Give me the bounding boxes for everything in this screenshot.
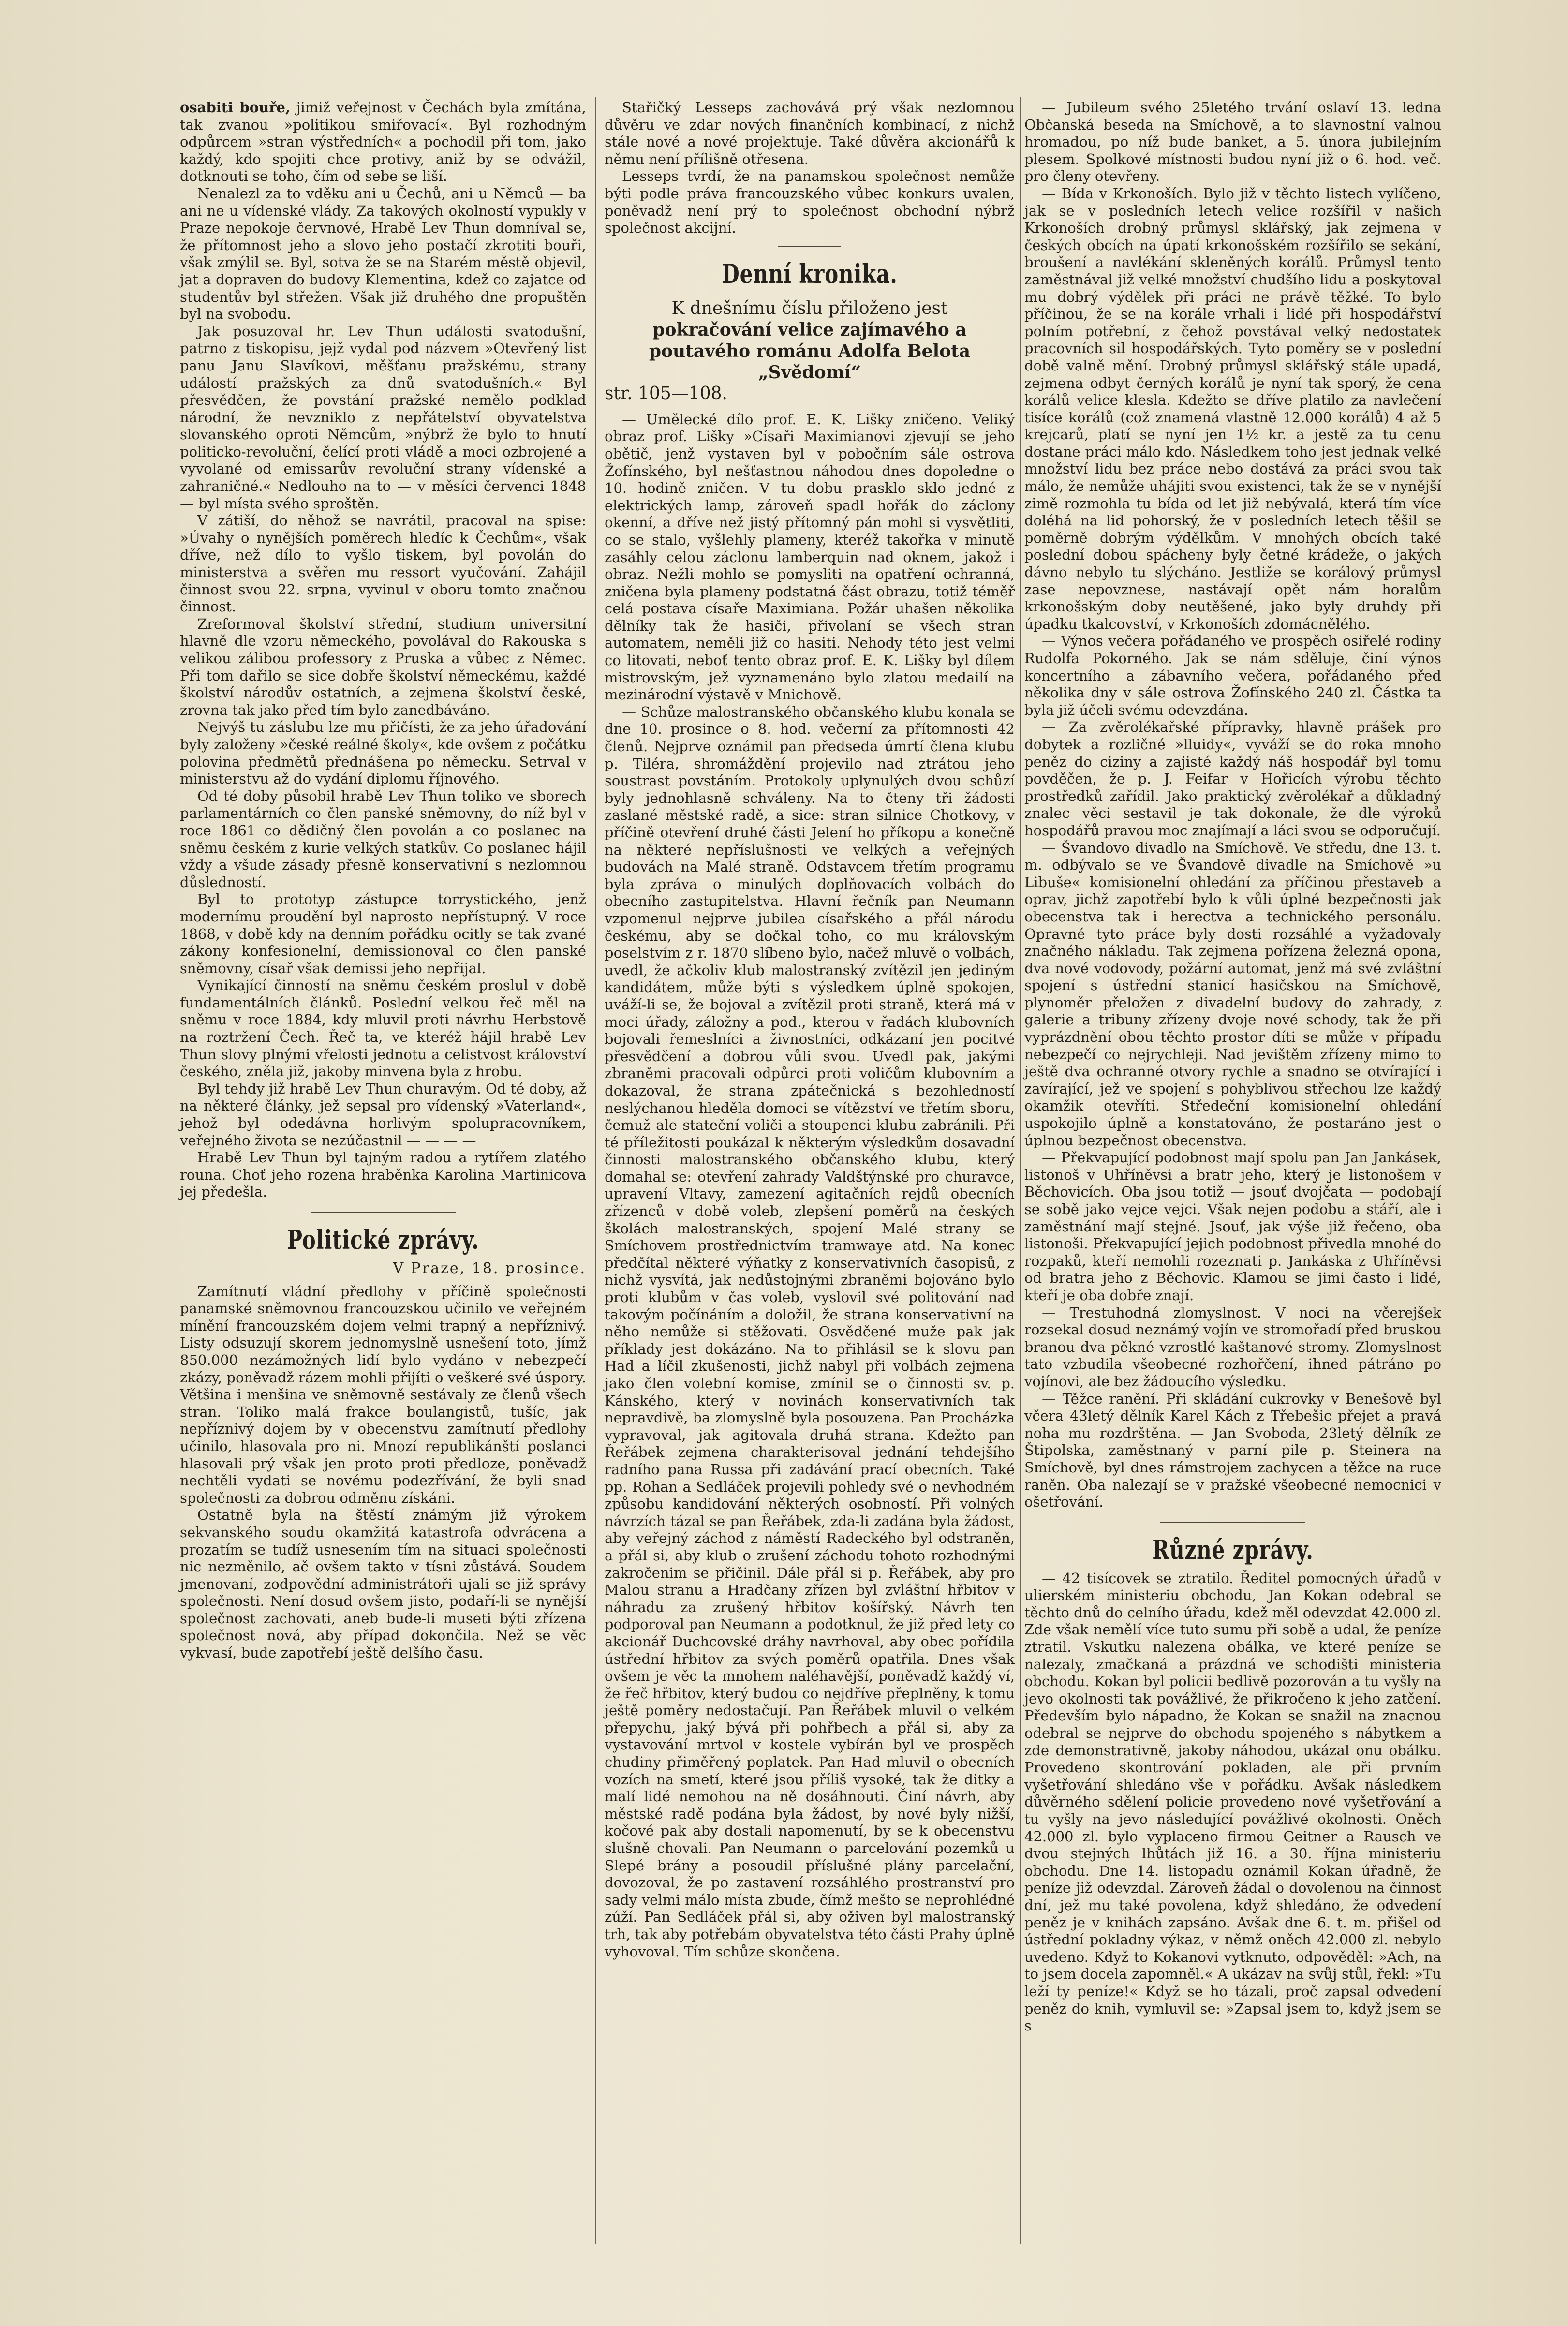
article-paragraph: Byl to prototyp zástupce torrystického, jenž modernímu proudění byl naprosto nepřístupný. V roce 1868, v době kdy na denním pořádku ocitly se tak zvané zákony konfesionelní, demissionoval co člen panské sněmovny, císař však demissi jeho nepřijal.	[180, 891, 586, 977]
news-item: — Bída v Krkonoších. Bylo již v těchto listech vylíčeno, jak se v posledních letech velice rozšířil v našich Krkonoších drobný průmysl sklářský, jak zejmena v českých obcích na úpatí krkonošském rozšířilo se sekání, broušení a navlékání skleněných korálů. Průmysl tento zaměstnával již velké množství chudšího lidu a poskytoval mu dobrý výdělek při práci ne právě těžké. To bylo příčinou, že se na korále vrhali i lidé při hospodářství polním potřební, z čehož povstával velký nedostatek pracovních sil hospodářských. Tyto poměry se v poslední době valně mění. Drobný průmysl sklářský stále upadá, zejmena odbyt černých korálů je nyní tak sporý, že cena korálů velice klesla. Kdežto se dříve platilo za navlečení tisíce korálů (což znamená vlastně 12.000 korálů) 4 až 5 krejcarů, platí se nyní jen 1½ kr. a jestě za tu cenu dostane práci málo kdo. Následkem toho jest jednak velké množství lidu bez práce nebo dostává za práci svou tak málo, že nemůže uhájiti svou existenci, tak že se v nynější zimě rozmohla tu bída od let již nebývalá, která tím více doléhá na lid pohorský, že v posledních letech těšil se poměrně dobrým výdělkům. V mnohých obcích také poslední dobou spácheny byly četné krádeže, o jakých dávno nebylo tu slýcháno. Jestliže se korálový průmysl zase nepovznese, nastávají opět nám horalům krkonošským doby neutěšené, jako byly druhdy při úpadku tkalcovství, v Krkonoších zdomácnělého.	[1024, 185, 1441, 632]
news-item: — Těžce ranění. Při skládání cukrovky v Benešově byl včera 43letý dělník Karel Kách z Třebešic přejet a pravá noha mu rozdrštěna. — Jan Svoboda, 23letý dělník ze Štipolska, zaměstnaný v parní pile p. Steinera na Smíchově, byl dnes rámstrojem zachycen a těžce na ruce raněn. Oba nalezají se v pražské všeobecné nemocnici v ošetřování.	[1024, 1390, 1441, 1511]
dateline	[180, 1260, 586, 1277]
article-paragraph: Vynikající činností na sněmu českém proslul v době fundamentálních článků. Poslední velkou řeč měl na sněmu v roce 1884, kdy mluvil proti návrhu Herbstově na roztržení Čech. Řeč ta, ve kteréž hájil hrabě Lev Thun slovy plnými vřelosti jednotu a celistvost království českého, zněla již, jakoby minvena byla z hrobu.	[180, 977, 586, 1080]
column-2	[605, 99, 1015, 1960]
dateline-city: V Praze,	[393, 1260, 466, 1277]
news-item: — Schůze malostranského občanského klubu konala se dne 10. prosince o 8. hod. večerní za přítomnosti 42 členů. Nejprve oznámil pan předseda úmrtí člena klubu p. Tiléra, shromáždění projevilo nad ztrátou jeho soustrast povstáním. Protokoly uplynulých dvou schůzí byly jednohlasně schváleny. Na to čteny tři žádosti zaslané městské radě, a sice: stran silnice Chotkovy, v příčině otevření druhé části Jelení ho příkopu a konečně na některé nepříslušnosti ve velkých a veřejných budovách na Malé straně. Odstavcem třetím programu byla zpráva o minulých doplňovacích volbách do obecního zastupitelstva. Hlavní řečník pan Neumann vzpomenul nejprve jubilea císařského a přál národu českému, aby se dočkal toho, co mu královským poselstvím z r. 1870 slíbeno bylo, načež mluvě o volbách, uvedl, že ačkoliv klub malostranský zvítězil jen jediným kandidátem, může býti s výsledkem úplně spokojen, uváží-li se, že bojoval a zvítězil proti straně, která má v moci úřady, záložny a pod., kterou v řadách klubovních bojovali řemeslníci a živnostníci, odkázaní jen pocitvé přesvědčení a dobrou vůli svou. Uvedl pak, jakými zbraněmi pracovali odpůrci proti voličům klubovním a dokazoval, že strana zpátečnická s bezohledností neslýchanou hleděla domoci se vítězství ve třetím sboru, čemuž ale stateční voliči a stoupenci klubu zabránili. Při té příležitosti poukázal k některým výsledkům dosavadní činnosti malostranského občanského klubu, který domahal se: otevření zahrady Valdštýnské pro churavce, upravení Vltavy, zamezení agitačních rejdů obecních zřízenců v době voleb, zlepšení poměrů na českých školách malostranských, spojení Malé strany se Smíchovem prostřednictvím tramwaye atd. Na konec předčítal některé výňatky z konservativních časopisů, z nichž vysvítá, jak nedůstojnými zbraněmi bojováno bylo proti klubům v čas voleb, vyslovil své politování nad takovým počínáním a doložil, že strana konservativní na něho nemůže si stěžovati. Osvědčené muže pak jak příklady jest dokázáno. Na to přihlásil se k slovu pan Had a líčil zkušenosti, jichž nabyl při volbách zejmena jako člen volební komise, zmínil se o činnosti sv. p. Kánského, který v novinách konservativních tak nepravdivě, ba zlomyslně byla posouzena. Pan Procházka vypravoval, jak agitovala druhá strana. Kdežto pan Řeřábek zejmena charakterisoval jednání tehdejšího radního pana Russa při zadávání prací obecních. Také pp. Rohan a Sedláček projevili pohledy své o nevhodném způsobu kandidování některých osobností. Při volných návrzích tázal se pan Řeřábek, zda-li zadána byla žádost, aby veřejný záchod z náměstí Radeckého byl odstraněn, a přál si, aby klub o zrušení záchodu tohoto rozhodnými zakročenim se přičinil. Dále přál si p. Řeřábek, aby pro Malou stranu a Hradčany zřízen byl zvláštní hřbitov v náhradu za zrušený hřbitov košířský. Návrh ten podporoval pan Neumann a podotknul, že již před lety co akcionář Duchcovské dráhy navrhoval, aby obec pořídila ústřední hřbitov za svých poměrů opatřila. Dnes však ovšem je věc ta mnohem naléhavější, poněvadž každý ví, že řeč hřbitov, který budou co nejdříve přeplněny, k tomu ještě poměry nedostačují. Pan Řeřábek mluvil o velkém přepychu, jaký bývá při pohřbech a přál si, aby za vystavování mrtvol v kostele vybírán byl ve prospěch chudiny přiměřený poplatek. Pan Had mluvil o obecních vozích na smetí, které jsou příliš vysoké, tak že ditky a malí lidé nemohou na ně dosáhnouti. Činí návrh, aby městské radě podána byla žádost, by nové byly nižší, kočové pak aby dostali napomenutí, by se k obecenstvu slušně chovali. Pan Neumann o parcelování pozemků u Slepé brány a posoudil příslušné plány parcelační, dovozoval, že po zastavení rozsáhlého prostranství pro sady velmi málo místa zbude, čímž mešto se neprohlédné zúží. Pan Sedláček přál si, aby oživen byl malostranský trh, tak aby potřebám obyvatelstva této části Prahy úplně vyhovoval. Tím schůze skončena.	[605, 703, 1015, 1960]
article-paragraph: Zamítnutí vládní předlohy v příčině společnosti panamské sněmovnou francouzskou učinilo ve veřejném mínění francouzském dojem velmi trapný a nepříznivý. Listy odsuzují skorem jednomyslně usnešení toto, jímž 850.000 nezámožných lidí bylo vydáno v nebezpečí zkázy, poněvadž rázem mohli přijíti o veškeré své úspory. Většina i menšina ve sněmovně sestávaly ze členů všech stran. Toliko malá frakce boulangistů, tušíc, jak nepříznivý dojem by v obecenstvu zamítnutí předlohy učinilo, hlasovala pro ni. Mnozí republikánští poslanci hlasovali prý však jen proto proti předloze, poněvadž nechtěli vydati se novému podezřívání, že byli snad společnosti za dobrou odměnu získáni.	[180, 1283, 586, 1506]
news-item: — Umělecké dílo prof. E. K. Lišky zničeno. Veliký obraz prof. Lišky »Císaři Maximianovi zjevují se jeho obětič, jenž vystaven byl v pobočním sále ostrova Žofínského, byl nešťastnou náhodou dnes dopoledne o 10. hodině zničen. V tu dobu prasklo sklo jedné z elektrických lamp, zároveň spadl hořák do záclony okenní, a dříve než jistý přítomný pán mohl si vysvětliti, co se stalo, vyšlehly plameny, kteréž takořka v minutě zasáhly celou záclonu lamberquin nad oknem, jakož i obraz. Nežli mohlo se pomysliti na opatření ochranná, zničena byla plameny podstatná část obrazu, totiž téměř celá postava císaře Maximiana. Požár uhašen několika dělníky tak že hasiči, přivolaní se všech stran automatem, neměli již co hasiti. Nehody této jest velmi co litovati, neboť tento obraz prof. E. K. Lišky byl dílem mistrovským, jež vyznamenáno bylo zlatou medailí na mezinárodní výstavě v Mnichově.	[605, 411, 1015, 703]
notice-line-bold: pokračování velice zajímavého a poutavého románu Adolfa Belota „Svědomí“	[649, 319, 971, 383]
news-item: — Za zvěrolékařské přípravky, hlavně prášek pro dobytek a rozličné »lluidy«, vyváží se do roka mnoho peněz do ciziny a zajisté každý náš hospodář byl tomu povděčen, že p. J. Feifar v Hořicích výrobu těchto prostředků zařídil. Jako praktický zvěrolékař a důkladný znalec věci sestavil je tak dokonale, že dle výroků hospodářů pravou moc znajímají a láci svou se odporučují.	[1024, 719, 1441, 839]
dateline-date: 18. prosince.	[466, 1260, 586, 1277]
supplement-notice	[605, 298, 1015, 404]
article-paragraph: Byl tehdy již hrabě Lev Thun churavým. Od té doby, až na některé články, jež sepsal pro vídenský »Vaterland«, jehož byl odedávna horlivým spolupracovníkem, veřejného života se nezúčastnil — — — —	[180, 1080, 586, 1149]
article-paragraph: V zátiší, do něhož se navrátil, pracoval na spise: »Úvahy o nynějších poměrech hledíc k Čechům«, však dříve, než dílo to vyšlo tiskem, byl povolán do ministerstva a svěřen mu ressort vyučování. Zahájil činnost svou 22. srpna, vyvinul v oboru tomto značnou činnost.	[180, 512, 586, 615]
section-heading-ruzne: Různé zprávy.	[1152, 1534, 1314, 1565]
news-item: — Švandovo divadlo na Smíchově. Ve středu, dne 13. t. m. odbývalo se ve Švandově divadle na Smíchově »u Libuše« komisionelní ohledání za příčinou přestaveb a oprav, jichž zapotřebí bylo k vůli úplné bezpečnosti jak obecenstva tak i herectva a technického personálu. Opravné tyto práce byly dosti rozsáhlé a vyžadovaly značného nákladu. Tak zejmena pořízena železná opona, dva nové vodovody, požární automat, jenž má své zvláštní spojení s ústřední stanicí hasičskou na Smíchově, plynoměr přeložen z divadelní budovy do zahrady, z galerie a tribuny zřízeny dvoje nové schody, tak že při vyprázdnění obou těchto prostor díti se může v případu nebezpečí co nejrychleji. Nad jevištěm zřízeny mimo to ještě dva ochranné otvory rychle a snadno se otvírající i zavírající, jež ve spojení s pohyblivou střechou lze každý okamžik otevříti. Středeční komisionelní ohledání uspokojilo úplně a konstatováno, že postaráno jest o úplnou bezpečnost obecenstva.	[1024, 839, 1441, 1149]
notice-line: K dnešnímu číslu přiloženo jest	[671, 298, 948, 318]
article-paragraph: Ostatně byla na štěstí známým již výrokem sekvanského soudu okamžitá katastrofa odvrácena a prozatím se tudíž usnesením tím na situaci společnosti nic nezměnilo, ač ovšem takto v tísni zůstává. Soudem jmenovaní, zodpovědní administrátoři ujali se již správy společnosti. Není dosud ovšem jisto, podaří-li se nynější společnost zachovati, aneb bude-li museti býti zřízena společnost nová, aby případ dokončila. Než se věc vykvasí, bude zapotřebí ještě delšího času.	[180, 1507, 586, 1661]
section-heading-politicke: Politické zprávy.	[287, 1224, 479, 1255]
column-1	[180, 99, 586, 1662]
article-paragraph: Stařičký Lesseps zachovává prý však nezlomnou důvěru ve zdar nových finančních kombinací, z nichž stále nové a nové projektuje. Také důvěra akcionářů k němu není přílišně otřesena.	[605, 99, 1015, 167]
body-text: jimiž veřejnost v Čechách byla zmítána, tak zvanou »politikou smiřovací«. Byl rozhodným odpůrcem »stran výstředních« a pochodil při tom, jako každý, kdo spojiti chce protivy, aniž by se odvážil, dotknouti se toho, čím od sebe se liší.	[180, 99, 587, 185]
article-paragraph: Nenalezl za to vděku ani u Čechů, ani u Němců — ba ani ne u vídenské vlády. Za takových okolností vypukly v Praze nepokoje červnové, Hrabě Lev Thun domníval se, že přítomnost jeho a slovo jeho postačí zkrotiti bouři, však zmýlil se. Byl, sotva že se na Starém městě objevil, jat a dopraven do budovy Klementina, kdež co zajatce od studentův byl střežen. Však již druhého dne propuštěn byl na svobodu.	[180, 185, 586, 323]
article-paragraph: Zreformoval školství střední, studium universitní hlavně dle vzoru německého, povolával do Rakouska s velikou zálibou professory z Pruska a vůbec z Němec. Při tom dařilo se sice dobře školství německému, každé školství národův ostatních, a zejmena školství české, zrovna tak jako před tím bylo zanedbáváno.	[180, 615, 586, 718]
column-3	[1024, 99, 1441, 2035]
section-heading-kronika: Denní kronika.	[722, 258, 898, 289]
news-item: — 42 tisícovek se ztratilo. Ředitel pomocných úřadů v ulierském ministeriu obchodu, Jan Kokan odebral se těchto dnů do celního úřadu, kdež měl odevzdat 42.000 zl. Zde však nemělí více tuto sumu při sobě a udal, že peníze ztratil. Vskutku nalezena obálka, ve které peníze se nalezaly, zmačkaná a prázdná ve schodišti ministeria obchodu. Kokan byl policii bedlivě pozorován a tu vyšly na jevo okolnosti tak povážlivé, že přikročeno k jeho zatčení. Především bylo nápadno, že Kokan se snažil na znacnou odebral se nejprve do obchodu spojeného s nábytkem a zde demonstrativně, jakoby náhodou, ukázal onu obálku. Provedeno skontrování pokladen, ale při prvním vyšetřování shledáno vše v pořádku. Avšak následkem důvěrného sdělení policie provedeno nové vyšetřování a tu vyšly na jevo následující povážlivé okolnosti. Oněch 42.000 zl. bylo vyplaceno firmou Geitner a Rausch ve dvou stejných lhůtách již 16. a 30. října ministeriu obchodu. Dne 14. listopadu oznámil Kokan úřadně, že peníze již odevzdal. Zároveň žádal o dovolenou na činnost dní, jež mu také povolena, když shledáno, že odvedení peněz je v knihách zapsáno. Avšak dne 6. t. m. přišel od ústřední pokladny výkaz, v němž oněch 42.000 zl. nebylo uvedeno. Když to Kokanovi vytknuto, odpověděl: »Ach, na to jsem docela zapomněl.« A ukázav na svůj stůl, řekl: »Tu leží ty peníze!« Když se ho tázali, proč zapsal odvedení peněz do knih, vymluvil se: »Zapsal jsem to, když jsem se s	[1024, 1570, 1441, 2034]
article-paragraph: Nejvýš tu záslubu lze mu přičísti, že za jeho úřadování byly založeny »české reálné školy«, kde ovšem z počátku polovina předmětů přednášena po německu. Setrval v ministerstvu až do vydání diplomu říjnového.	[180, 719, 586, 787]
column-rule-right	[1020, 97, 1021, 2244]
article-paragraph: Od té doby působil hrabě Lev Thun toliko ve sborech parlamentárních co člen panské sněmovny, do níž byl v roce 1861 co dědičný člen povolán a co poslanec na sněmu českém z kurie velkých statkův. Co poslanec hájil vždy a všude zásady přesně konservativní s nezlomnou důsledností.	[180, 787, 586, 890]
notice-line: str. 105—108.	[605, 383, 727, 403]
article-paragraph: Hrabě Lev Thun byl tajným radou a rytířem zlatého rouna. Choť jeho rozena hraběnka Karolina Martinicova jej předešla.	[180, 1149, 586, 1200]
article-paragraph: Lesseps tvrdí, že na panamskou společnost nemůže býti podle práva francouzského vůbec konkurs uvalen, poněvadž není prý to společnost obchodní nýbrž společnost akcijní.	[605, 168, 1015, 237]
news-item: — Výnos večera pořádaného ve prospěch osiřelé rodiny Rudolfa Pokorného. Jak se nám sděluje, činí výnos koncertního a zábavního večera, pořádaného před několika dny v sále ostrova Žofínského 240 zl. Částka ta byla již účeli svému odevzdána.	[1024, 633, 1441, 718]
article-paragraph: Jak posuzoval hr. Lev Thun události svatodušní, patrno z tiskopisu, jejž vydal pod názvem »Otevřený list panu Janu Slavíkovi, měšťanu pražskému, strany událostí pražských za dnů svatodušních.« Byl přesvědčen, že povstání pražské nemělo podklad národní, že nevzniklo z nepřátelství obyvatelstva slovanského oproti Němcům, »nýbrž že bylo to hnutí politicko-revoluční, čelící proti vládě a moci ozbrojené a vyvolané od emissarův revoluční strany vídenské a zahraničné.« Nedlouho na to — v měsíci červenci 1848 — byl místa svého sproštěn.	[180, 323, 586, 512]
section-divider	[311, 1212, 456, 1213]
news-item: — Překvapující podobnost mají spolu pan Jan Jankásek, listonoš v Uhříněvsi a bratr jeho, který je listonošem v Běchovicích. Oba jsou totiž — jsouť dvojčata — podobají se sobě jako vejce vejci. Však nejen podobu a stáří, ale i zaměstnání mají stejné. Jsouť, jak výše již řečeno, oba listonoši. Překvapující jejich podobnost přivedla mnohé do rozpaků, kteří nemohli rozeznati p. Jankáska z Uhříněvsi od bratra jeho z Běchovic. Klamou se jimi často i lidé, kteří je oba dobře znají.	[1024, 1149, 1441, 1304]
column-rule-left	[595, 97, 596, 2244]
section-divider	[778, 246, 841, 247]
section-divider	[1160, 1522, 1305, 1523]
news-item: — Trestuhodná zlomyslnost. V noci na včerejšek rozsekal dosud neznámý vojín ve stromořadí před bruskou branou dva pěkné vzrostlé kaštanové stromy. Zlomyslnost tato vzbudila všeobecné rozhořčení, ihned pátráno po vojínovi, ale bez žádoucího výsledku.	[1024, 1304, 1441, 1390]
article-paragraph	[180, 99, 586, 185]
lead-text: osabiti bouře,	[180, 99, 291, 116]
news-item: — Jubileum svého 25letého trvání oslaví 13. ledna Občanská beseda na Smíchově, a to slavnostní valnou hromadou, po níž bude banket, a 5. února jubilejním plesem. Spolkové místnosti budou nyní již o 6. hod. več. pro členy otevřeny.	[1024, 99, 1441, 185]
